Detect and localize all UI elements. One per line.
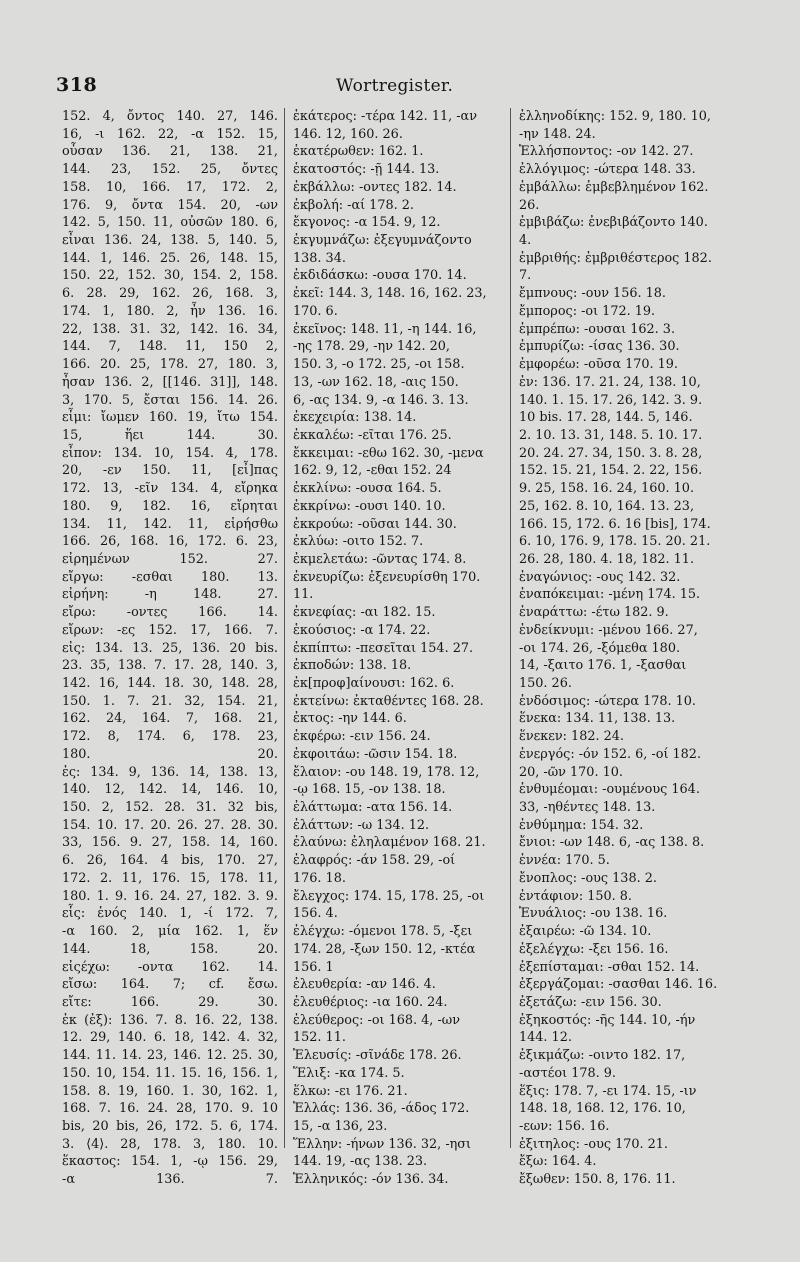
index-line: ἔμπορος: -οι 172. 19. (519, 303, 656, 319)
index-line: ἐκβάλλω: -οντες 182. 14. (293, 179, 457, 195)
index-line: ἐκκαλέω: -εῖται 176. 25. (293, 427, 452, 443)
index-line: εἶμι: ἴωμεν 160. 19, ἴτω 154. (62, 410, 278, 426)
index-line: ἐνθυμέομαι: -ουμένους 164. (519, 782, 700, 798)
index-line: ἐκκρούω: -οῦσαι 144. 30. (293, 516, 457, 532)
index-line: ἐντάφιον: 150. 8. (519, 888, 632, 904)
index-line: ἐναπόκειμαι: -μένη 174. 15. (519, 587, 701, 603)
index-line: ἑκάτερος: -τέρα 142. 11, -αν (293, 109, 477, 124)
index-line: ἐξηκοστός: -ῆς 144. 10, -ήν (519, 1012, 696, 1028)
index-column-1 (62, 108, 278, 1188)
index-line: 166. 20. 25, 178. 27, 180. 3, (62, 357, 278, 373)
index-line: 144. 18, 158. 20. (62, 941, 278, 957)
index-line: -ῳ 168. 15, -ον 138. 18. (293, 782, 446, 798)
index-line: 2. 10. 13. 31, 148. 5. 10. 17. (519, 427, 703, 443)
index-line: ἐναράττω: -έτω 182. 9. (519, 605, 669, 621)
index-line: εἰρημένων 152. 27. (62, 551, 278, 567)
index-line: εἰςέχω: -οντα 162. 14. (62, 959, 278, 975)
index-line: 154. 10. 17. 20. 26. 27. 28. 30. (62, 817, 278, 833)
index-line: 152. 11. (293, 1030, 346, 1046)
index-column-2 (284, 108, 508, 1188)
index-line: 162. 24, 164. 7, 168. 21, (62, 711, 278, 727)
index-line: ἐννέα: 170. 5. (519, 853, 610, 869)
index-line: 156. 1 (293, 959, 334, 975)
index-line: 20. 24. 27. 34, 150. 3. 8. 28, (519, 445, 703, 461)
index-line: 156. 4. (293, 906, 338, 922)
index-line: 3, 170. 5, ἔσται 156. 14. 26. (62, 392, 278, 408)
index-line: εἷς: ἑνός 140. 1, -ί 172. 7, (62, 906, 278, 922)
index-line: 10 bis. 17. 28, 144. 5, 146. (519, 410, 693, 426)
index-line: ἐξαιρέω: -ῶ 134. 10. (519, 924, 652, 940)
index-line: 3. ⟨4⟩. 28, 178. 3, 180. 10. (62, 1136, 278, 1152)
index-line: 144. 19, -ας 138. 23. (293, 1154, 428, 1170)
index-line: ἐμβάλλω: ἐμβεβλημένον 162. (519, 179, 709, 195)
running-head: Wortregister. (336, 76, 454, 96)
index-line: -αστέοι 178. 9. (519, 1065, 616, 1081)
index-line: 170. 6. (293, 303, 338, 319)
index-line: ἐναγώνιος: -ους 142. 32. (519, 569, 681, 585)
index-line: ἐμπρέπω: -ουσαι 162. 3. (519, 321, 676, 337)
index-line: ἕνεκεν: 182. 24. (519, 729, 624, 745)
index-line: ἐκποδών: 138. 18. (293, 658, 412, 674)
index-line: 33, 156. 9. 27, 158. 14, 160. (62, 835, 278, 851)
index-line: ἕκαστος: 154. 1, -ῳ 156. 29, (62, 1154, 278, 1170)
index-line: ἐξεπίσταμαι: -σθαι 152. 14. (519, 959, 700, 975)
index-line: Ἑλλήσποντος: -ον 142. 27. (519, 144, 694, 160)
index-line: ἐνδείκνυμι: -μένου 166. 27, (519, 622, 698, 638)
index-line: ἐκνεφίας: -αι 182. 15. (293, 605, 436, 621)
index-line: ἐξιτηλος: -ους 170. 21. (519, 1136, 668, 1152)
index-line: 144. 11. 14. 23, 146. 12. 25. 30, (62, 1048, 278, 1064)
index-line: ἐμπυρίζω: -ίσας 136. 30. (519, 339, 680, 355)
index-line: -ην 148. 24. (519, 126, 596, 142)
index-line: ἑκατοστός: -ῇ 144. 13. (293, 162, 440, 178)
index-line: ἐνθύμημα: 154. 32. (519, 817, 644, 833)
index-line: -εων: 156. 16. (519, 1118, 610, 1134)
page-number: 318 (56, 74, 98, 96)
index-line: 13, -ων 162. 18, -αις 150. (293, 374, 459, 390)
index-line: οὖσαν 136. 21, 138. 21, (62, 144, 278, 160)
index-line: 22, 138. 31. 32, 142. 16. 34, (62, 321, 278, 337)
index-line: εἴσω: 164. 7; cf. ἔσω. (62, 977, 278, 993)
index-line: ἐμβριθής: ἐμβριθέστερος 182. (519, 250, 712, 266)
index-line: 176. 18. (293, 870, 346, 886)
index-line: ἔξωθεν: 150. 8, 176. 11. (519, 1172, 676, 1188)
index-line: ἐκλύω: -οιτο 152. 7. (293, 534, 424, 550)
index-line: -οι 174. 26, -ξόμεθα 180. (519, 640, 681, 656)
index-line: -α 160. 2, μία 162. 1, ἕν (62, 924, 278, 940)
index-line: 180. 1. 9. 16. 24. 27, 182. 3. 9. (62, 888, 278, 904)
index-line: ἐλαύνω: ἐληλαμένον 168. 21. (293, 835, 486, 851)
index-line: ἐκκρίνω: -ουσι 140. 10. (293, 498, 446, 514)
index-line: Ἐνυάλιος: -ου 138. 16. (519, 906, 668, 922)
index-line: ἔνιοι: -ων 148. 6, -ας 138. 8. (519, 835, 705, 851)
index-line: 168. 7. 16. 24. 28, 170. 9. 10 (62, 1101, 278, 1117)
index-line: ἐκκλίνω: -ουσα 164. 5. (293, 481, 442, 497)
index-line: 158. 8. 19, 160. 1. 30, 162. 1, (62, 1083, 278, 1099)
index-line: εἶπον: 134. 10, 154. 4, 178. (62, 445, 278, 461)
index-line: εἴτε: 166. 29. 30. (62, 994, 278, 1010)
index-line: 6. 26, 164. 4 bis, 170. 27, (62, 853, 278, 869)
index-line: 142. 5, 150. 11, οὐσῶν 180. 6, (62, 215, 278, 231)
index-line: εἴρω: -οντες 166. 14. (62, 605, 278, 621)
index-line: 174. 1, 180. 2, ἦν 136. 16. (62, 303, 278, 319)
index-line: 172. 8, 174. 6, 178. 23, (62, 729, 278, 745)
index-line: bis, 20 bis, 26, 172. 5. 6, 174. (62, 1118, 278, 1134)
index-line: ἐλάττων: -ω 134. 12. (293, 817, 430, 833)
index-line: 150. 2, 152. 28. 31. 32 bis, (62, 800, 278, 816)
index-line: εἴργω: -εσθαι 180. 13. (62, 569, 278, 585)
index-line: 7. (519, 268, 532, 284)
index-line: 180. 20. (62, 746, 278, 762)
index-line: ἐνεργός: -όν 152. 6, -οί 182. (519, 746, 702, 762)
index-line: 15, ἥει 144. 30. (62, 427, 278, 443)
index-line: ἐξελέγχω: -ξει 156. 16. (519, 941, 669, 957)
index-line: ἔξω: 164. 4. (519, 1154, 597, 1170)
index-line: εἶναι 136. 24, 138. 5, 140. 5, (62, 233, 278, 249)
index-line: Ἕλλην: -ήνων 136. 32, -ησι (293, 1136, 472, 1152)
index-columns (62, 108, 790, 1188)
index-line: 15, -α 136, 23. (293, 1118, 388, 1134)
index-line: 150. 1. 7. 21. 32, 154. 21, (62, 693, 278, 709)
index-line: ἐκβολή: -αί 178. 2. (293, 197, 414, 213)
index-line: 166. 26, 168. 16, 172. 6. 23, (62, 534, 278, 550)
index-line: 9. 25, 158. 16. 24, 160. 10. (519, 481, 695, 497)
index-line: 138. 34. (293, 250, 346, 266)
index-line: 4. (519, 233, 532, 249)
index-line: 20, -εν 150. 11, [εἶ]πας (62, 463, 278, 479)
index-line: Ἕλιξ: -κα 174. 5. (293, 1065, 405, 1081)
index-line: ἐμφορέω: -οῦσα 170. 19. (519, 357, 678, 373)
index-line: 6. 28. 29, 162. 26, 168. 3, (62, 286, 278, 302)
index-line: ἕξις: 178. 7, -ει 174. 15, -ιν (519, 1083, 697, 1099)
index-line: εἰρήνη: -η 148. 27. (62, 587, 278, 603)
index-line: ἐκδιδάσκω: -ουσα 170. 14. (293, 268, 467, 284)
index-line: 176. 9, ὄντα 154. 20, -ων (62, 197, 278, 213)
index-line: ἐλλόγιμος: -ώτερα 148. 33. (519, 162, 696, 178)
index-line: εἰς: 134. 13. 25, 136. 20 bis. (62, 640, 278, 656)
index-line: ἐκγυμνάζω: ἐξεγυμνάζοντο (293, 233, 472, 249)
index-line: ἐκπίπτω: -πεσεῖται 154. 27. (293, 640, 474, 656)
index-line: 26. (519, 197, 540, 213)
index-line: ἐλέγχω: -όμενοι 178. 5, -ξει (293, 924, 473, 940)
index-line: 158. 10, 166. 17, 172. 2, (62, 179, 278, 195)
index-line: ἐλαφρός: -άν 158. 29, -οί (293, 853, 456, 869)
index-line: ἐκνευρίζω: ἐξενευρίσθη 170. (293, 569, 481, 585)
index-line: ἕνεκα: 134. 11, 138. 13. (519, 711, 676, 727)
index-line: 172. 2. 11, 176. 15, 178. 11, (62, 870, 278, 886)
index-line: ἑκατέρωθεν: 162. 1. (293, 144, 424, 160)
page-header (56, 74, 760, 104)
index-column-3 (510, 108, 790, 1188)
index-line: ἐμβιβάζω: ἐνεβιβάζοντο 140. (519, 215, 708, 231)
index-line: ἐλευθερία: -αν 146. 4. (293, 977, 436, 993)
index-line: ἔλεγχος: 174. 15, 178. 25, -οι (293, 888, 485, 904)
index-line: ἐν: 136. 17. 21. 24, 138. 10, (519, 374, 701, 390)
index-line: ἐκφέρω: -ειν 156. 24. (293, 729, 431, 745)
index-line: 152. 4, ὄντος 140. 27, 146. (62, 109, 278, 124)
index-line: 152. 15. 21, 154. 2. 22, 156. (519, 463, 703, 479)
index-line: 146. 12, 160. 26. (293, 126, 403, 142)
index-line: ἔλαιον: -ου 148. 19, 178. 12, (293, 764, 480, 780)
index-line: 150. 3, -ο 172. 25, -οι 158. (293, 357, 465, 373)
index-line: 150. 26. (519, 676, 572, 691)
index-line: -α 136. 7. (62, 1172, 278, 1188)
index-line: ἐκτος: -ην 144. 6. (293, 711, 407, 727)
index-line: 144. 1, 146. 25. 26, 148. 15, (62, 250, 278, 266)
index-line: ἐκμελετάω: -ῶντας 174. 8. (293, 551, 467, 567)
index-line: 26. 28, 180. 4. 18, 182. 11. (519, 551, 695, 567)
index-line: ἔνοπλος: -ους 138. 2. (519, 870, 657, 886)
index-line: 172. 13, -εῖν 134. 4, εἴρηκα (62, 481, 278, 497)
index-line: 6. 10, 176. 9, 178. 15. 20. 21. (519, 534, 711, 550)
index-line: ἐκ (ἐξ): 136. 7. 8. 16. 22, 138. (62, 1012, 278, 1028)
index-line: ἔκκειμαι: -εθω 162. 30, -μενα (293, 445, 484, 461)
index-line: ἔμπνους: -ουν 156. 18. (519, 286, 666, 302)
index-line: 142. 16, 144. 18. 30, 148. 28, (62, 676, 278, 691)
index-line: Ἑλληνικός: -όν 136. 34. (293, 1172, 449, 1188)
index-line: 166. 15, 172. 6. 16 [bis], 174. (519, 516, 711, 532)
index-line: ἑλληνοδίκης: 152. 9, 180. 10, (519, 109, 711, 124)
index-line: ἐξετάζω: -ειν 156. 30. (519, 994, 662, 1010)
index-line: ἑκούσιος: -α 174. 22. (293, 622, 431, 638)
index-line: ἐξεργάζομαι: -σασθαι 146. 16. (519, 977, 718, 993)
index-line: 140. 1. 15. 17. 26, 142. 3. 9. (519, 392, 703, 408)
index-line: 180. 9, 182. 16, εἴρηται (62, 498, 278, 514)
index-line: Ἐλευσίς: -σῖνάδε 178. 26. (293, 1048, 462, 1064)
index-line: 162. 9, 12, -εθαι 152. 24 (293, 463, 452, 479)
index-line: 148. 18, 168. 12, 176. 10, (519, 1101, 686, 1117)
index-line: 11. (293, 587, 314, 603)
index-line: ἐκφοιτάω: -ῶσιν 154. 18. (293, 746, 458, 762)
index-line: ἐλευθέριος: -ια 160. 24. (293, 994, 448, 1010)
index-line: 20, -ῶν 170. 10. (519, 764, 623, 780)
index-line: 150. 22, 152. 30, 154. 2, 158. (62, 268, 278, 284)
index-line: 12. 29, 140. 6. 18, 142. 4. 32, (62, 1030, 278, 1046)
index-line: ἐλεύθερος: -οι 168. 4, -ων (293, 1012, 460, 1028)
index-line: 25, 162. 8. 10, 164. 13. 23, (519, 498, 695, 514)
index-line: ἐκτείνω: ἐκταθέντες 168. 28. (293, 693, 484, 709)
index-line: Ἑλλάς: 136. 36, -άδος 172. (293, 1101, 470, 1117)
index-line: 140. 12, 142. 14, 146. 10, (62, 782, 278, 798)
index-line: 134. 11, 142. 11, εἰρήσθω (62, 516, 278, 532)
index-line: -ης 178. 29, -ην 142. 20, (293, 339, 450, 355)
index-line: 33, -ηθέντες 148. 13. (519, 800, 656, 816)
index-line: 144. 12. (519, 1030, 572, 1046)
index-line: ἐκεχειρία: 138. 14. (293, 410, 417, 426)
index-line: ἕλκω: -ει 176. 21. (293, 1083, 408, 1099)
index-line: ἐκ[προφ]αίνουσι: 162. 6. (293, 676, 455, 691)
index-line: ἐλάττωμα: -ατα 156. 14. (293, 800, 453, 816)
index-line: 23. 35, 138. 7. 17. 28, 140. 3, (62, 658, 278, 674)
index-line: 150. 10, 154. 11. 15. 16, 156. 1, (62, 1065, 278, 1081)
index-line: ἐκεῖνος: 148. 11, -η 144. 16, (293, 321, 477, 337)
index-line: ἐξικμάζω: -οιντο 182. 17, (519, 1048, 686, 1064)
index-line: ἔκγονος: -α 154. 9, 12. (293, 215, 441, 231)
index-line: 174. 28, -ξων 150. 12, -κτέα (293, 941, 476, 957)
index-line: ἐνδόσιμος: -ώτερα 178. 10. (519, 693, 696, 709)
index-line: 6, -ας 134. 9, -α 146. 3. 13. (293, 392, 469, 408)
index-line: 14, -ξαιτο 176. 1, -ξασθαι (519, 658, 687, 674)
index-line: 144. 23, 152. 25, ὄντες (62, 162, 278, 178)
index-line: 16, -ι 162. 22, -α 152. 15, (62, 126, 278, 142)
index-line: ἦσαν 136. 2, [[146. 31]], 148. (62, 374, 278, 390)
index-line: 144. 7, 148. 11, 150 2, (62, 339, 278, 355)
index-line: εἴρων: -ες 152. 17, 166. 7. (62, 622, 278, 638)
index-line: ἐς: 134. 9, 136. 14, 138. 13, (62, 764, 278, 780)
index-line: ἐκεῖ: 144. 3, 148. 16, 162. 23, (293, 286, 487, 302)
